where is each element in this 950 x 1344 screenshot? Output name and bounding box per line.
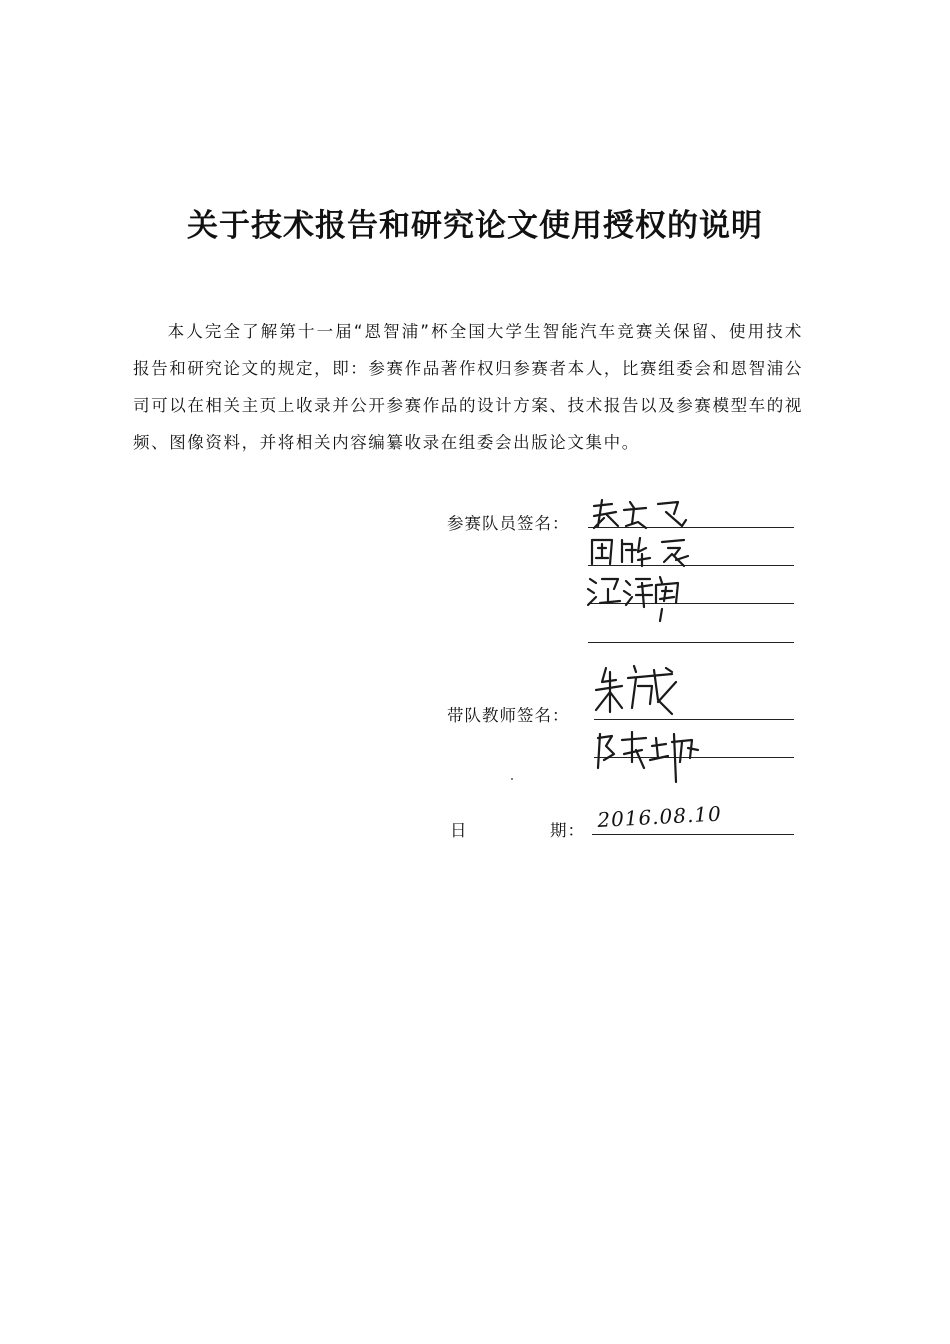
date-value: 2016.08.10 xyxy=(596,801,723,832)
date-label-period: 期： xyxy=(550,821,585,840)
date-line xyxy=(592,834,794,835)
team-signature-1 xyxy=(590,496,690,532)
statement-body xyxy=(133,313,803,461)
statement-paragraph: 本人完全了解第十一届“恩智浦”杯全国大学生智能汽车竞赛关保留、使用技术报告和研究论文的规定，即：参赛作品著作权归参赛者本人，比赛组委会和恩智浦公司可以在相关主页上收录并公开参赛作品的设计方案、技术报告以及参赛模型车的视频、图像资料，并将相关内容编纂收录在组委会出版论文集中。 xyxy=(133,322,803,452)
team-signature-2 xyxy=(588,534,692,570)
team-signature-label: 参赛队员签名： xyxy=(447,514,570,533)
team-signature-line-4 xyxy=(588,642,794,643)
scan-speck xyxy=(511,778,513,780)
team-signature-3 xyxy=(586,573,686,623)
teacher-signature-label: 带队教师签名： xyxy=(447,706,570,725)
teacher-signature-1 xyxy=(592,662,684,722)
page-title: 关于技术报告和研究论文使用授权的说明 xyxy=(187,208,763,244)
date-label-day: 日 xyxy=(450,821,468,840)
teacher-signature-2 xyxy=(592,728,704,786)
